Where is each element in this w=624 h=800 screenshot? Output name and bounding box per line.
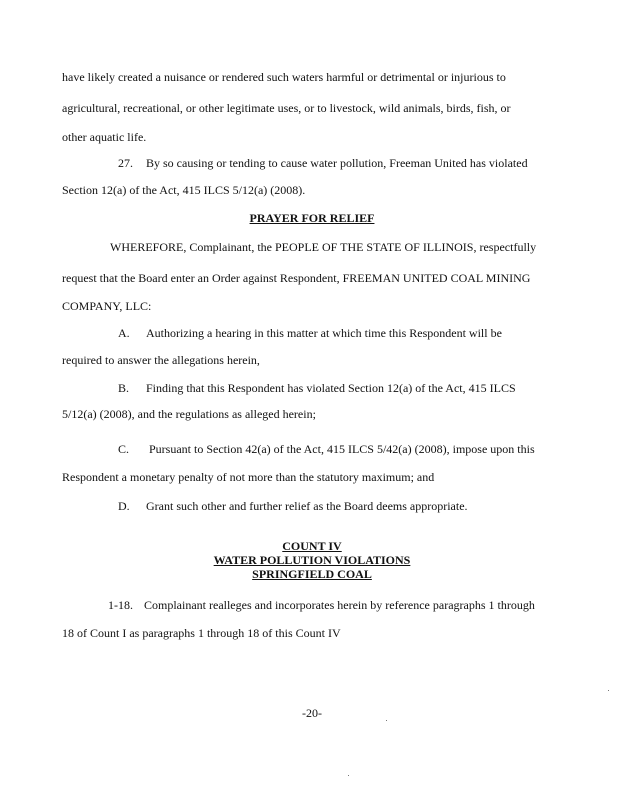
item-letter: D. bbox=[118, 499, 130, 513]
item-letter: C. bbox=[118, 442, 130, 456]
count-heading: COUNT IV bbox=[282, 539, 342, 553]
scan-speck bbox=[608, 690, 609, 691]
body-line: Respondent a monetary penalty of not more than the statutory maximum; and bbox=[62, 470, 435, 484]
item-text: Finding that this Respondent has violated Section 12(a) of the Act, 415 ILCS bbox=[146, 381, 516, 395]
body-line: 18 of Count I as paragraphs 1 through 18 of this Count IV bbox=[62, 626, 341, 640]
item-text: Authorizing a hearing in this matter at which time this Respondent will be bbox=[146, 326, 502, 340]
scan-speck bbox=[386, 720, 387, 721]
body-line: have likely created a nuisance or rendered such waters harmful or detrimental or injurious to bbox=[62, 70, 506, 84]
scan-speck bbox=[348, 775, 349, 776]
item-text: Grant such other and further relief as the Board deems appropriate. bbox=[146, 499, 468, 513]
item-letter: A. bbox=[118, 326, 130, 340]
body-line: 5/12(a) (2008), and the regulations as alleged herein; bbox=[62, 407, 316, 421]
prayer-heading: PRAYER FOR RELIEF bbox=[249, 211, 375, 225]
paragraph-number: 27. bbox=[118, 156, 133, 170]
body-line: WHEREFORE, Complainant, the PEOPLE OF THE STATE OF ILLINOIS, respectfully bbox=[110, 240, 537, 254]
body-line: Section 12(a) of the Act, 415 ILCS 5/12(a) (2008). bbox=[62, 183, 306, 197]
paragraph-number: 1-18. bbox=[108, 598, 133, 612]
paragraph-text: By so causing or tending to cause water pollution, Freeman United has violated bbox=[146, 156, 528, 170]
body-line: agricultural, recreational, or other legitimate uses, or to livestock, wild animals, birds, fish, or bbox=[62, 101, 511, 115]
body-line: COMPANY, LLC: bbox=[62, 299, 152, 313]
item-letter: B. bbox=[118, 381, 130, 395]
body-line: other aquatic life. bbox=[62, 130, 147, 144]
paragraph-text: Complainant realleges and incorporates herein by reference paragraphs 1 through bbox=[144, 598, 535, 612]
body-line: request that the Board enter an Order against Respondent, FREEMAN UNITED COAL MINING bbox=[62, 271, 531, 285]
body-line: required to answer the allegations herein, bbox=[62, 353, 260, 367]
count-subheading: WATER POLLUTION VIOLATIONS bbox=[213, 553, 411, 567]
page-number: -20- bbox=[302, 706, 322, 720]
item-text: Pursuant to Section 42(a) of the Act, 415 ILCS 5/42(a) (2008), impose upon this bbox=[149, 442, 535, 456]
count-subheading: SPRINGFIELD COAL bbox=[252, 567, 372, 581]
